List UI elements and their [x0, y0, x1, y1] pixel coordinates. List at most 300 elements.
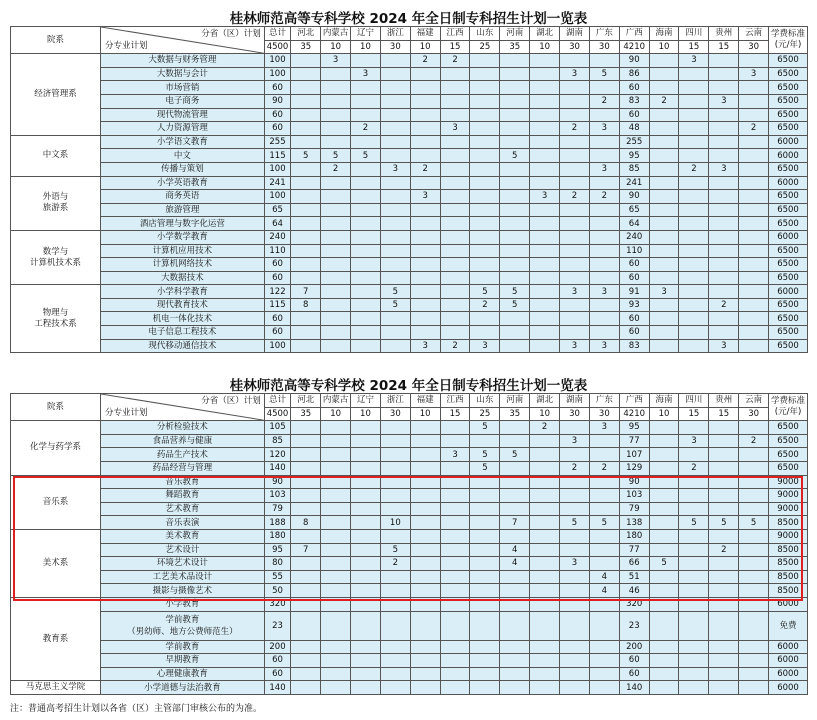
quota-cell [530, 162, 560, 176]
quota-cell [380, 502, 410, 516]
quota-cell [589, 557, 619, 571]
quota-cell [291, 271, 321, 285]
quota-cell [649, 176, 679, 190]
quota-cell [739, 176, 769, 190]
province-header: 海南 [649, 27, 679, 41]
quota-cell [500, 176, 530, 190]
table-row [11, 667, 808, 681]
province-header: 河南 [500, 27, 530, 41]
quota-cell [291, 529, 321, 543]
quota-cell [530, 597, 560, 611]
quota-cell [530, 54, 560, 68]
total-cell: 80 [264, 557, 291, 571]
province-total: 4210 [619, 40, 649, 54]
fee-cell: 6000 [769, 681, 808, 695]
page-title-repeat: 桂林师范高等专科学校 2024 年全日制专科招生计划一览表 [229, 378, 588, 394]
quota-cell [321, 434, 351, 448]
dept-header: 院系 [11, 394, 101, 421]
quota-cell [649, 108, 679, 122]
quota-cell [321, 448, 351, 462]
province-total: 30 [380, 40, 410, 54]
total-cell: 188 [264, 516, 291, 530]
quota-cell [470, 190, 500, 204]
quota-cell [380, 108, 410, 122]
quota-cell [560, 135, 590, 149]
fee-cell: 6500 [769, 162, 808, 176]
quota-cell [679, 285, 709, 299]
quota-cell: 4 [589, 570, 619, 584]
quota-cell [321, 339, 351, 353]
quota-cell [709, 54, 739, 68]
quota-cell [470, 162, 500, 176]
quota-cell [410, 217, 440, 231]
quota-cell: 60 [619, 654, 649, 668]
quota-cell [649, 448, 679, 462]
quota-cell [410, 611, 440, 640]
quota-cell [351, 108, 381, 122]
quota-cell [321, 611, 351, 640]
department-cell: 音乐系 [11, 475, 101, 529]
total-cell: 255 [264, 135, 291, 149]
quota-cell [649, 339, 679, 353]
quota-cell [351, 543, 381, 557]
quota-cell [321, 570, 351, 584]
quota-cell: 3 [739, 67, 769, 81]
major-cell: 计算机网络技术 [101, 258, 265, 272]
quota-cell [440, 475, 470, 489]
quota-cell [321, 557, 351, 571]
quota-cell [560, 611, 590, 640]
quota-cell [739, 502, 769, 516]
quota-cell [440, 190, 470, 204]
quota-cell [649, 667, 679, 681]
quota-cell [500, 421, 530, 435]
quota-cell [380, 81, 410, 95]
major-cell: 学前教育 （男幼师、地方公费师范生） [101, 611, 265, 640]
province-total: 10 [649, 407, 679, 421]
quota-cell [321, 285, 351, 299]
fee-cell: 6500 [769, 339, 808, 353]
quota-cell [321, 244, 351, 258]
quota-cell [410, 244, 440, 258]
quota-cell [351, 475, 381, 489]
quota-cell [560, 654, 590, 668]
quota-cell: 3 [470, 339, 500, 353]
fee-cell: 6000 [769, 135, 808, 149]
quota-cell [470, 516, 500, 530]
quota-cell: 3 [560, 557, 590, 571]
quota-cell [709, 190, 739, 204]
fee-cell: 6500 [769, 67, 808, 81]
quota-cell: 5 [560, 516, 590, 530]
quota-cell [679, 654, 709, 668]
quota-cell [709, 326, 739, 340]
diagonal-header [101, 394, 265, 421]
quota-cell [560, 312, 590, 326]
fee-cell: 6500 [769, 448, 808, 462]
quota-cell [291, 258, 321, 272]
quota-cell [351, 285, 381, 299]
total-cell: 180 [264, 529, 291, 543]
quota-cell: 60 [619, 271, 649, 285]
quota-cell [440, 529, 470, 543]
quota-cell [589, 448, 619, 462]
quota-cell [739, 108, 769, 122]
quota-cell [321, 584, 351, 598]
quota-cell [321, 681, 351, 695]
quota-cell [380, 135, 410, 149]
quota-cell: 79 [619, 502, 649, 516]
quota-cell [351, 654, 381, 668]
quota-cell [560, 543, 590, 557]
quota-cell [739, 203, 769, 217]
quota-cell [649, 570, 679, 584]
quota-cell [470, 543, 500, 557]
quota-cell: 3 [709, 94, 739, 108]
quota-cell [649, 597, 679, 611]
province-total: 35 [500, 407, 530, 421]
quota-cell [351, 135, 381, 149]
quota-cell [440, 667, 470, 681]
fee-cell: 免费 [769, 611, 808, 640]
diagonal-header [101, 27, 265, 54]
quota-cell [560, 421, 590, 435]
quota-cell [470, 244, 500, 258]
total-cell: 105 [264, 421, 291, 435]
enrollment-table-1 [10, 26, 808, 353]
quota-cell [530, 244, 560, 258]
total-cell: 60 [264, 312, 291, 326]
quota-cell [739, 681, 769, 695]
quota-cell: 2 [530, 421, 560, 435]
quota-cell [500, 203, 530, 217]
quota-cell [410, 298, 440, 312]
total-cell: 90 [264, 475, 291, 489]
quota-cell [351, 54, 381, 68]
quota-cell [679, 339, 709, 353]
quota-cell [500, 54, 530, 68]
major-cell: 小学教育 [101, 597, 265, 611]
fee-cell: 6000 [769, 176, 808, 190]
quota-cell [679, 108, 709, 122]
quota-cell [709, 475, 739, 489]
quota-cell [560, 81, 590, 95]
quota-cell: 2 [560, 122, 590, 136]
quota-cell [589, 489, 619, 503]
quota-cell [530, 667, 560, 681]
quota-cell [560, 94, 590, 108]
quota-cell [351, 448, 381, 462]
quota-cell [649, 461, 679, 475]
total-cell: 200 [264, 640, 291, 654]
total-cell: 65 [264, 203, 291, 217]
major-cell: 人力资源管理 [101, 122, 265, 136]
table-row [11, 681, 808, 695]
quota-cell [321, 176, 351, 190]
quota-cell [321, 217, 351, 231]
quota-cell [410, 448, 440, 462]
quota-cell: 3 [560, 285, 590, 299]
province-header: 云南 [739, 394, 769, 408]
quota-cell [709, 108, 739, 122]
quota-cell [440, 326, 470, 340]
quota-cell [530, 434, 560, 448]
quota-cell [739, 461, 769, 475]
quota-cell [291, 434, 321, 448]
quota-cell [380, 597, 410, 611]
quota-cell [649, 67, 679, 81]
total-cell: 60 [264, 258, 291, 272]
fee-cell: 6500 [769, 258, 808, 272]
quota-cell [560, 640, 590, 654]
quota-cell [351, 203, 381, 217]
province-header: 湖北 [530, 394, 560, 408]
quota-cell: 2 [589, 190, 619, 204]
quota-cell: 107 [619, 448, 649, 462]
quota-cell [500, 597, 530, 611]
quota-cell: 95 [619, 421, 649, 435]
province-header: 辽宁 [351, 27, 381, 41]
quota-cell [380, 611, 410, 640]
quota-cell [351, 502, 381, 516]
quota-cell [470, 570, 500, 584]
total-cell: 90 [264, 94, 291, 108]
table-row [11, 94, 808, 108]
province-header: 广东 [589, 27, 619, 41]
quota-cell [560, 217, 590, 231]
quota-cell [351, 244, 381, 258]
province-total: 25 [470, 407, 500, 421]
major-cell: 药品经营与管理 [101, 461, 265, 475]
quota-cell [530, 461, 560, 475]
quota-cell [440, 108, 470, 122]
quota-cell [351, 611, 381, 640]
quota-cell [679, 244, 709, 258]
quota-cell [410, 461, 440, 475]
quota-cell [500, 502, 530, 516]
province-total: 15 [440, 407, 470, 421]
province-total: 10 [321, 40, 351, 54]
quota-cell [440, 149, 470, 163]
quota-cell [560, 597, 590, 611]
table-row [11, 557, 808, 571]
quota-cell [351, 584, 381, 598]
total-cell: 60 [264, 654, 291, 668]
quota-cell [351, 421, 381, 435]
header-row [11, 27, 808, 41]
quota-cell [649, 244, 679, 258]
quota-cell [649, 122, 679, 136]
quota-cell [410, 667, 440, 681]
quota-cell [500, 230, 530, 244]
major-cell: 工艺美术品设计 [101, 570, 265, 584]
fee-cell: 6500 [769, 190, 808, 204]
province-total: 30 [560, 40, 590, 54]
quota-cell [589, 312, 619, 326]
fee-cell: 6500 [769, 54, 808, 68]
quota-cell [530, 570, 560, 584]
quota-cell [709, 203, 739, 217]
quota-cell [351, 162, 381, 176]
major-cell: 食品营养与健康 [101, 434, 265, 448]
province-header: 山东 [470, 394, 500, 408]
quota-cell: 2 [440, 54, 470, 68]
quota-cell: 5 [500, 298, 530, 312]
quota-cell [470, 149, 500, 163]
major-cell: 电子商务 [101, 94, 265, 108]
quota-cell [679, 570, 709, 584]
quota-cell [470, 681, 500, 695]
province-header: 云南 [739, 27, 769, 41]
quota-cell [679, 230, 709, 244]
quota-cell [500, 190, 530, 204]
quota-cell [291, 94, 321, 108]
quota-cell: 48 [619, 122, 649, 136]
quota-cell [530, 516, 560, 530]
table-row [11, 108, 808, 122]
quota-cell [709, 312, 739, 326]
quota-cell [380, 54, 410, 68]
quota-cell [709, 597, 739, 611]
quota-cell [709, 135, 739, 149]
quota-cell [649, 475, 679, 489]
quota-cell [530, 448, 560, 462]
quota-cell [440, 258, 470, 272]
quota-cell [440, 434, 470, 448]
quota-cell: 5 [291, 149, 321, 163]
quota-cell [321, 597, 351, 611]
quota-cell [560, 681, 590, 695]
quota-cell [291, 203, 321, 217]
quota-cell [440, 94, 470, 108]
quota-cell [709, 176, 739, 190]
table-row [11, 543, 808, 557]
province-header: 江西 [440, 27, 470, 41]
quota-cell [739, 271, 769, 285]
major-cell: 艺术教育 [101, 502, 265, 516]
table-row [11, 54, 808, 68]
quota-cell [560, 176, 590, 190]
quota-cell [739, 543, 769, 557]
quota-cell [380, 326, 410, 340]
quota-cell [679, 584, 709, 598]
department-cell: 化学与药学系 [11, 421, 101, 475]
province-total: 30 [739, 407, 769, 421]
quota-cell [500, 529, 530, 543]
quota-cell [560, 489, 590, 503]
table-row [11, 312, 808, 326]
major-cell: 舞蹈教育 [101, 489, 265, 503]
quota-cell: 5 [500, 448, 530, 462]
quota-cell [291, 421, 321, 435]
fee-cell: 6000 [769, 640, 808, 654]
quota-cell [709, 244, 739, 258]
quota-cell: 7 [500, 516, 530, 530]
quota-cell: 60 [619, 667, 649, 681]
major-cell: 音乐表演 [101, 516, 265, 530]
quota-cell: 93 [619, 298, 649, 312]
quota-cell [291, 122, 321, 136]
quota-cell [351, 190, 381, 204]
quota-cell [500, 475, 530, 489]
quota-cell [470, 230, 500, 244]
province-total: 15 [709, 40, 739, 54]
province-header: 广西 [619, 27, 649, 41]
quota-cell [739, 448, 769, 462]
quota-cell [589, 258, 619, 272]
quota-cell [351, 94, 381, 108]
quota-cell [291, 108, 321, 122]
quota-cell [560, 162, 590, 176]
quota-cell [321, 108, 351, 122]
quota-cell [321, 489, 351, 503]
quota-cell [410, 597, 440, 611]
total-cell: 122 [264, 285, 291, 299]
quota-cell [470, 54, 500, 68]
fee-cell: 9000 [769, 529, 808, 543]
quota-cell [440, 312, 470, 326]
quota-cell [589, 529, 619, 543]
province-total: 10 [410, 40, 440, 54]
quota-cell: 3 [589, 122, 619, 136]
header-row [11, 394, 808, 408]
quota-cell: 2 [440, 339, 470, 353]
table-row [11, 502, 808, 516]
total-cell: 50 [264, 584, 291, 598]
quota-cell: 5 [470, 448, 500, 462]
total-cell: 320 [264, 597, 291, 611]
quota-cell [530, 94, 560, 108]
quota-cell [500, 461, 530, 475]
fee-cell: 9000 [769, 489, 808, 503]
fee-cell: 8500 [769, 557, 808, 571]
fee-cell: 9000 [769, 475, 808, 489]
quota-cell [589, 203, 619, 217]
quota-cell [321, 81, 351, 95]
quota-cell [530, 543, 560, 557]
quota-cell: 60 [619, 326, 649, 340]
province-header: 内蒙古 [321, 27, 351, 41]
quota-cell [649, 543, 679, 557]
quota-cell [470, 475, 500, 489]
quota-cell [291, 611, 321, 640]
quota-cell [321, 529, 351, 543]
quota-cell: 2 [410, 162, 440, 176]
quota-cell: 2 [679, 162, 709, 176]
quota-cell [470, 81, 500, 95]
quota-cell [709, 421, 739, 435]
quota-cell [649, 217, 679, 231]
quota-cell [560, 258, 590, 272]
quota-cell [321, 543, 351, 557]
quota-cell [351, 570, 381, 584]
fee-cell: 6500 [769, 244, 808, 258]
quota-cell: 91 [619, 285, 649, 299]
table-row [11, 258, 808, 272]
quota-cell [351, 258, 381, 272]
quota-cell [321, 640, 351, 654]
province-total: 35 [291, 40, 321, 54]
total-cell: 64 [264, 217, 291, 231]
major-cell: 早期教育 [101, 654, 265, 668]
quota-cell [530, 584, 560, 598]
quota-cell [440, 502, 470, 516]
quota-cell [679, 298, 709, 312]
quota-cell [589, 230, 619, 244]
quota-cell [739, 258, 769, 272]
table-row [11, 81, 808, 95]
quota-cell [679, 557, 709, 571]
